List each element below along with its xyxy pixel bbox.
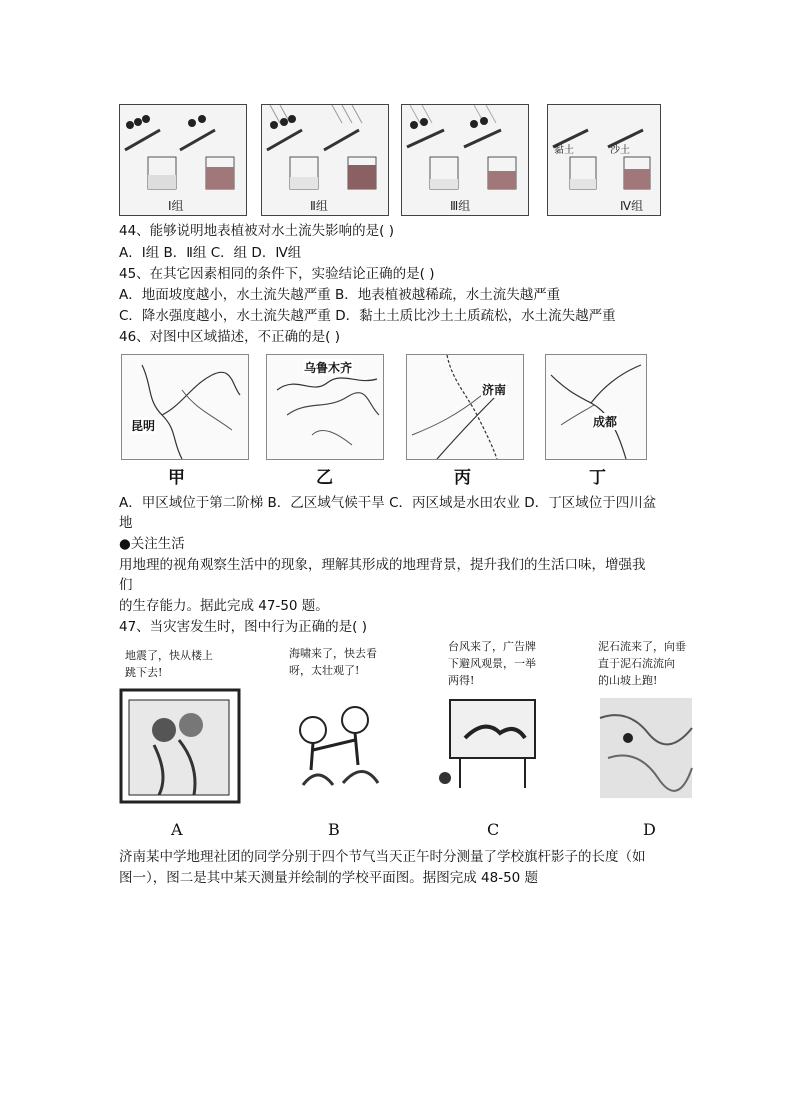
cartoon-b — [283, 645, 393, 795]
river-lines — [122, 355, 248, 459]
slope-rain-illustration — [262, 105, 388, 195]
question-46: 46、对图中区域描述，不正确的是( ) — [119, 329, 341, 345]
speech-bubble: 泥石流来了，向垂 直于泥石流流向 的山坡上跑! — [598, 640, 686, 687]
intro-line-3: 的生存能力。据此完成 47-50 题。 — [119, 598, 329, 614]
closing-line-1: 济南某中学地理社团的同学分别于四个节气当天正午时分测量了学校旗杆影子的长度（如 — [119, 849, 646, 865]
region-map-ding — [545, 354, 647, 460]
cartoon-caption-a: A — [171, 820, 183, 839]
speech-bubble: 海啸来了，快去看 呀，太壮观了! — [289, 647, 377, 677]
cartoon-c — [430, 638, 560, 798]
city-kunming: 昆明 — [131, 419, 156, 433]
cartoon-caption-b: B — [328, 820, 340, 839]
question-46-options-1: A．甲区域位于第二阶梯 B．乙区域气候干旱 C．丙区域是水田农业 D．丁区域位于四川盆 — [119, 495, 657, 511]
slope-rain-illustration — [120, 105, 246, 195]
experiment-panel-4 — [547, 104, 661, 216]
experiment-panel-2 — [261, 104, 389, 216]
experiment-panel-1 — [119, 104, 247, 216]
intro-line-1: 用地理的视角观察生活中的现象，理解其形成的地理背景，提升我们的生活口味，增强我 — [119, 557, 646, 573]
cartoon-d — [598, 638, 694, 803]
soil-label-clay: 黏土 — [554, 145, 574, 156]
question-45-options-2: C．降水强度越小，水土流失越严重 D．黏土土质比沙土土质疏松，水土流失越严重 — [119, 308, 616, 324]
panel-label: Ⅰ组 — [168, 199, 184, 213]
region-map-jia — [121, 354, 249, 460]
panel-label: Ⅱ组 — [310, 199, 328, 213]
question-47: 47、当灾害发生时，图中行为正确的是( ) — [119, 619, 368, 635]
river-lines — [407, 355, 523, 459]
city-jinan: 济南 — [482, 383, 507, 397]
question-46-options-2: 地 — [119, 515, 133, 531]
section-title: ●关注生活 — [119, 536, 185, 552]
city-urumqi: 乌鲁木齐 — [304, 361, 353, 375]
speech-bubble: 台风来了，广告牌 下避风观景，一举 两得! — [448, 640, 536, 687]
soil-label-sand: 沙土 — [610, 145, 630, 156]
region-map-yi — [266, 354, 384, 460]
question-45: 45、在其它因素相同的条件下，实验结论正确的是( ) — [119, 266, 435, 282]
panel-label: Ⅳ组 — [620, 199, 644, 213]
map-label-ding: 丁 — [589, 468, 606, 488]
cartoon-a — [119, 645, 259, 805]
question-44-options: A．Ⅰ组 B．Ⅱ组 C．组 D．Ⅳ组 — [119, 245, 302, 261]
speech-bubble: 地震了，快从楼上 跳下去! — [125, 649, 213, 679]
closing-line-2: 图一），图二是其中某天测量并绘制的学校平面图。据图完成 48-50 题 — [119, 870, 539, 886]
city-chengdu: 成都 — [593, 415, 618, 429]
cartoon-caption-d: D — [643, 820, 656, 839]
map-label-yi: 乙 — [316, 468, 333, 488]
question-45-options-1: A．地面坡度越小，水土流失越严重 B．地表植被越稀疏，水土流失越严重 — [119, 287, 561, 303]
panel-label: Ⅲ组 — [450, 199, 471, 213]
experiment-panel-3 — [401, 104, 529, 216]
region-map-bing — [406, 354, 524, 460]
slope-rain-illustration — [402, 105, 528, 195]
question-44: 44、能够说明地表植被对水土流失影响的是( ) — [119, 223, 395, 239]
map-label-bing: 丙 — [454, 468, 471, 488]
cartoon-caption-c: C — [487, 820, 500, 839]
map-label-jia: 甲 — [168, 468, 185, 488]
intro-line-2: 们 — [119, 577, 133, 593]
river-lines — [546, 355, 646, 459]
